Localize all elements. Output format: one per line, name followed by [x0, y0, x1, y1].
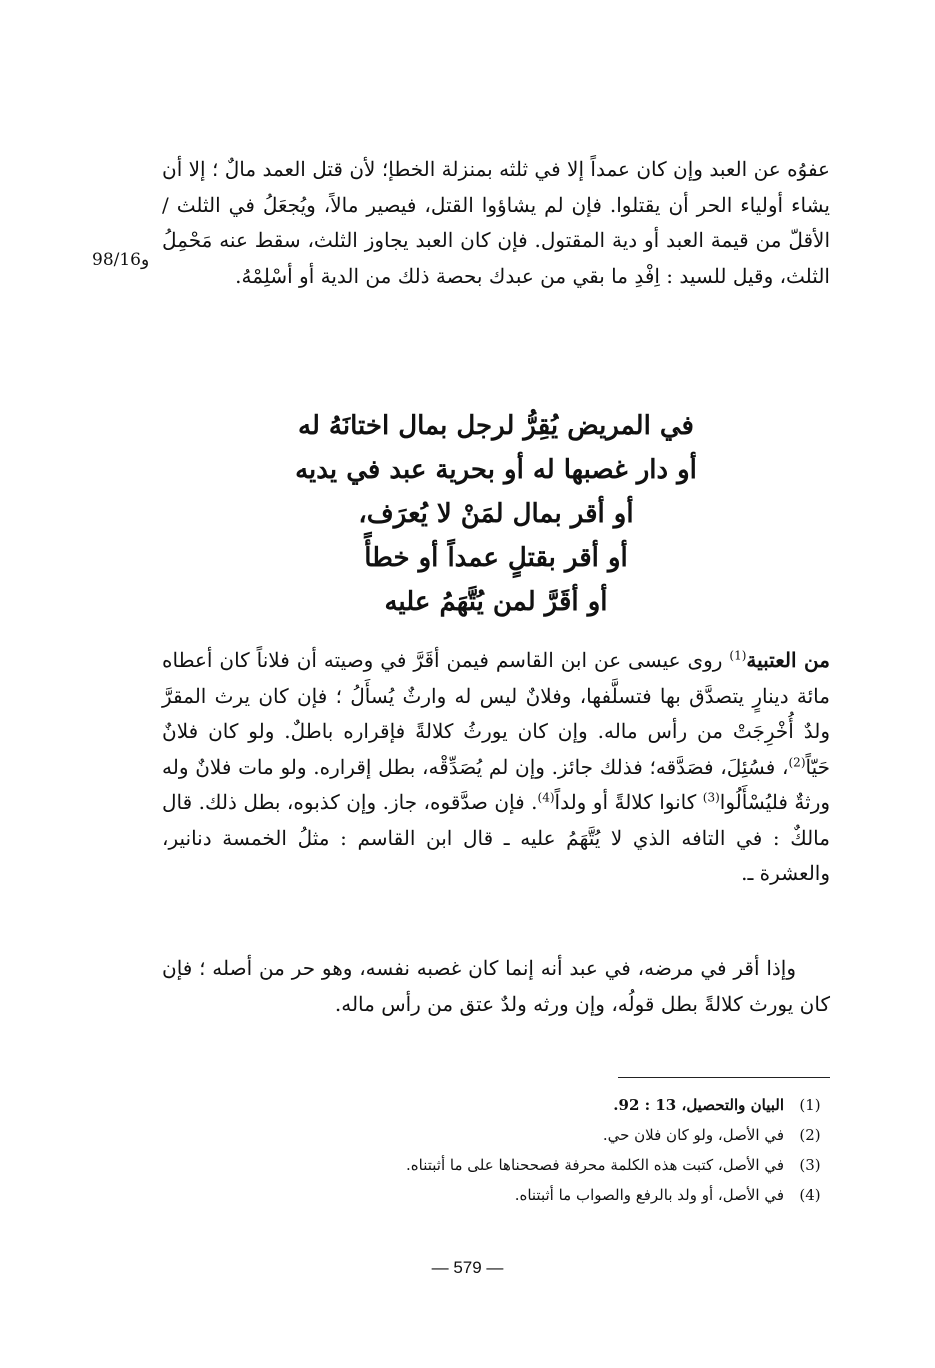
paragraph-2-text-d: . فإن صدَّقوه، جاز. وإن كذبوه، بطل ذلك. قال مالكٌ : في التافه الذي لا يُتَّهَمُ عليه ـ قال ابن القاسم : مثلُ الخمسة دنانير، والعشرة ـ. — [162, 790, 830, 885]
paragraph-3: وإذا أقر في مرضه، في عبد أنه إنما كان غصبه نفسه، وهو حر من أصله ؛ فإن كان يورث كلالةً بطل قولُه، وإن ورثه ولدٌ عتق من رأس ماله. — [162, 956, 830, 1016]
heading-line-4: أو أقر بقتلٍ عمداً أو خطأً — [364, 543, 628, 573]
footnote-text: في الأصل، ولو كان فلان حي. — [602, 1126, 784, 1144]
footnote-number: (3) — [799, 1156, 821, 1174]
manuscript-folio-reference: 98/16و — [92, 250, 150, 270]
paragraph-1: عفوُه عن العبد وإن كان عمداً إلا في ثلثه بمنزلة الخطإ؛ لأن قتل العمد مالٌ ؛ إلا أن يشاء أولياء الحر أن يقتلوا. فإن لم يشاؤوا القتل، فيصير مالاً، ويُجعَلُ في الثلث / الأقلّ من قيمة العبد أو دية المقتول. فإن كان العبد يجاوز الثلث، سقط عنه مَحْمِلُ الثلث، وقيل للسيد : اِفْدِ ما بقي من عبدك بحصة ذلك من الدية أو أسْلِمْهُ. — [162, 157, 830, 288]
footnote-ref-3[interactable]: (3) — [702, 790, 720, 805]
footnote-item — [330, 1120, 830, 1150]
footnotes — [330, 1090, 830, 1210]
footnote-item — [330, 1150, 830, 1180]
footnote-text: البيان والتحصيل، 13 : 92. — [613, 1096, 784, 1114]
footnote-divider — [618, 1077, 830, 1078]
paragraph-2-text-a: روى عيسى عن ابن القاسم فيمن أقَرَّ في وصيته أن فلاناً كان أعطاه مائة دينارٍ يتصدَّق بها فتسلَّفها، وفلانٌ ليس له وارثٌ يُسأَلُ ؛ فإن كان يرث المقرَّ ولدٌ أُخْرِجَتْ من رأس ماله. وإن كان يورثُ كلالةً فإقراره باطلٌ. ولو كان فلانٌ حَيّاً — [162, 648, 830, 779]
footnote-number: (4) — [799, 1186, 821, 1204]
footnote-ref-2[interactable]: (2) — [788, 754, 806, 769]
footnote-number: (2) — [799, 1126, 821, 1144]
footnote-item — [330, 1180, 830, 1210]
paragraph-2-text-b: ، فسُئِلَ، فصَدَّقه؛ فذلك جائز. وإن لم يُصَدِّقْه، بطل إقراره. ولو مات فلانٌ وله ورثةٌ فليُسْأَلُوا — [162, 754, 831, 814]
source-title: من العتبية — [746, 648, 830, 672]
paragraph-2 — [162, 643, 830, 892]
footnote-ref-1[interactable]: (1) — [729, 648, 747, 663]
heading-line-1: في المريض يُقِرُّ لرجل بمال اختانَهُ له — [298, 411, 694, 441]
page-number: — 579 — — [431, 1258, 504, 1277]
heading-line-3: أو أقر بمال لمَنْ لا يُعرَف، — [358, 499, 634, 529]
section-heading — [162, 404, 830, 624]
heading-line-5: أو أقَرَّ لمن يُتَّهَمُ عليه — [384, 587, 608, 617]
heading-line-2: أو دار غصبها له أو بحرية عبد في يديه — [295, 455, 697, 485]
paragraph-2-text-c: كانوا كلالةً أو ولداً — [554, 790, 703, 814]
footnote-number: (1) — [799, 1096, 821, 1114]
footnote-item — [330, 1090, 830, 1120]
footnote-text: في الأصل، كتبت هذه الكلمة محرفة فصححناها على ما أثبتناه. — [406, 1156, 784, 1174]
footnote-text: في الأصل، أو ولد بالرفع والصواب ما أثبتناه. — [514, 1186, 784, 1204]
footnote-ref-4[interactable]: (4) — [537, 790, 555, 805]
